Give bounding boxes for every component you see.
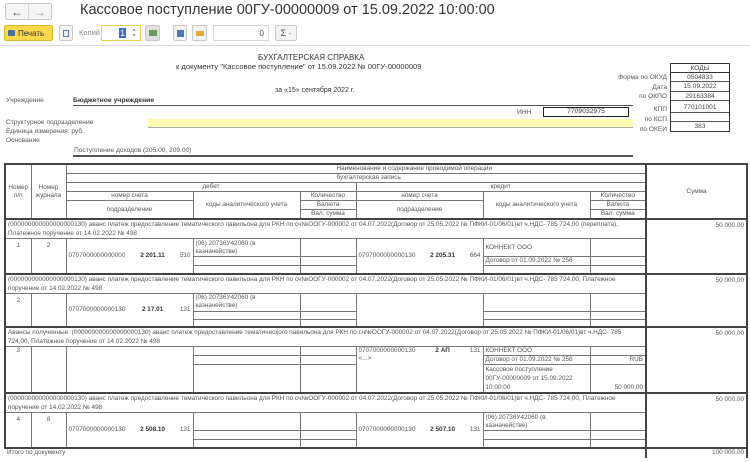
credit-analytics-1: КОННЕКТ ООО bbox=[483, 239, 590, 257]
credit-analytics-2: Договор от 01.09.2022 № 256 bbox=[483, 356, 590, 365]
basis-label: Основание bbox=[6, 137, 40, 144]
row-sum: 50 000,00 bbox=[646, 274, 747, 328]
header-debit-subdivision: подразделение bbox=[66, 201, 193, 220]
sum-dropdown-button[interactable] bbox=[275, 25, 297, 41]
unit-label: Единица измерения: руб. bbox=[6, 128, 84, 135]
toolbar bbox=[0, 25, 750, 43]
header-credit-account: номер счета bbox=[356, 192, 483, 201]
codes-box bbox=[670, 63, 730, 132]
row-description: Авансы полученные: (000000000000000000130) аванс платеж предоставление тематического павильона для РКН по сч№ООГУ-000002 от 04.07.2022(Договор от 25.05.2022 № ПФКИ-01/06/01)вт ч.НДС- 785 724,00, Платежное поручение от 14.02.2022 № 498 bbox=[5, 327, 646, 347]
code-label-okud: Форма по ОКУД bbox=[618, 74, 667, 81]
credit-analytics-2: Договор от 01.09.2022 № 256 bbox=[483, 257, 590, 266]
row-journal: 2 bbox=[31, 239, 66, 274]
debit-analytics-1: (06) 20736У42060 (в казначействе) bbox=[193, 293, 300, 311]
total-label: Итого по документу bbox=[5, 448, 646, 458]
header-debit: дебет bbox=[66, 183, 356, 192]
institution-value: Бюджетное учреждение bbox=[73, 97, 155, 104]
back-button[interactable] bbox=[6, 4, 28, 19]
report-document bbox=[0, 46, 750, 462]
table-row bbox=[5, 219, 747, 239]
report-title: БУХГАЛТЕРСКАЯ СПРАВКА bbox=[258, 53, 365, 62]
arrow-left-icon: ← bbox=[11, 4, 23, 19]
credit-analytics-3: Кассовое поступление 00ГУ-00000009 от 15.09.2022 10:00:00 bbox=[483, 365, 590, 394]
floppy-disk-icon bbox=[177, 30, 184, 37]
entries-table bbox=[4, 163, 748, 458]
total-value: 100 000,00 bbox=[646, 448, 747, 458]
code-label-okpo: по ОКПО bbox=[639, 93, 667, 100]
code-value-date: 15.09.2022 bbox=[671, 82, 729, 91]
header-credit-quantity: Количество bbox=[590, 192, 646, 201]
header-operation: Наименование и содержание проводимой операции bbox=[66, 164, 646, 174]
preview-button[interactable] bbox=[59, 25, 73, 41]
title-bar bbox=[0, 0, 750, 24]
copies-spinner[interactable]: ▲ ▼ bbox=[131, 27, 137, 39]
credit-analytics-1: (06) 20736У42060 (в казначействе) bbox=[483, 413, 590, 431]
table-row bbox=[5, 327, 747, 347]
printer-icon bbox=[8, 30, 15, 36]
code-label-ksp: по КСП bbox=[644, 116, 667, 123]
row-description: (000000000000000000130) аванс платеж предоставление тематического павильона для РКН по сч№ООГУ-000002 от 04.07.2022(Договор от 25.05.2022 № ПФКИ-01/06/01)вт ч.НДС- 785 724,00 (переплата), Платежное поручение от 14.02.2022 № 498 bbox=[5, 219, 646, 239]
header-debit-quantity: Количество bbox=[300, 192, 356, 201]
codes-header: КОДЫ bbox=[671, 64, 729, 73]
basis-value: Поступление доходов (205.00, 209.00) bbox=[74, 147, 192, 154]
header-debit-account: номер счета bbox=[66, 192, 193, 201]
debit-account-cell: 0707000000000000 2 201.11 510 bbox=[66, 239, 193, 274]
basis-underline bbox=[73, 155, 633, 157]
institution-underline bbox=[73, 105, 633, 106]
code-value-ksp bbox=[671, 113, 729, 122]
total-row bbox=[5, 448, 747, 458]
navigation-buttons bbox=[5, 3, 52, 20]
copies-label: Копий bbox=[79, 28, 100, 37]
credit-account-cell: 0707000000000130 2 АП 131 <...> bbox=[356, 347, 483, 394]
table-row bbox=[5, 274, 747, 294]
subdivision-label: Структурное подразделение bbox=[6, 119, 94, 126]
credit-analytics-1: КОННЕКТ ООО bbox=[483, 347, 590, 356]
window-title: Кассовое поступление 00ГУ-00000009 от 15.09.2022 10:00:00 bbox=[80, 2, 495, 18]
credit-currency-sum: 50 000,00 bbox=[590, 365, 646, 394]
code-value-okei: 383 bbox=[694, 122, 706, 130]
save-button[interactable] bbox=[173, 25, 187, 41]
header-debit-analytics: коды аналитического учета bbox=[193, 192, 300, 220]
credit-account-cell bbox=[356, 293, 483, 327]
code-value-okpo: 29163384 bbox=[671, 92, 729, 101]
header-entry: бухгалтерская запись bbox=[66, 174, 646, 183]
debit-account-cell: 0707000000000130 2 17.01 131 bbox=[66, 293, 193, 327]
code-label-okei: по ОКЕИ bbox=[639, 126, 667, 133]
row-sum: 50 000,00 bbox=[646, 219, 747, 274]
code-value-okud: 0504833 bbox=[671, 73, 729, 82]
credit-currency: RUB bbox=[590, 356, 646, 365]
row-num: 1 bbox=[5, 239, 31, 274]
debit-analytics-1: (06) 20736У42060 (в казначействе) bbox=[193, 239, 300, 257]
header-credit-subdivision: подразделение bbox=[356, 201, 483, 220]
envelope-icon bbox=[196, 31, 204, 36]
institution-label: Учреждение bbox=[6, 97, 44, 104]
header-credit-currency-sum: Вал. сумма bbox=[590, 210, 646, 220]
debit-account-cell bbox=[66, 347, 193, 394]
inn-label: ИНН bbox=[517, 109, 532, 116]
header-credit-currency: Валюта bbox=[590, 201, 646, 210]
page-number-field[interactable]: 0 bbox=[213, 25, 269, 41]
row-sum: 50 000,00 bbox=[646, 327, 747, 393]
page-preview-icon bbox=[63, 30, 69, 37]
row-description: (000000000000000000130) аванс платеж предоставление тематического павильона для РКН по сч№ООГУ-000002 от 04.07.2022(Договор от 25.05.2022 № ПФКИ-01/06/01)вт ч.НДС- 785 724,00, Платежное поручение от 14.02.2022 № 498 bbox=[5, 393, 646, 413]
table-row bbox=[5, 393, 747, 413]
row-description: (000000000000000000130) аванс платеж предоставление тематического павильона для РКН по сч№ООГУ-000002 от 04.07.2022(Договор от 25.05.2022 № ПФКИ-01/06/01)вт ч.НДС- 785 724,00, Платежное поручение от 14.02.2022 № 498 bbox=[5, 274, 646, 294]
header-debit-currency: Валюта bbox=[300, 201, 356, 210]
email-button[interactable] bbox=[192, 25, 207, 41]
code-value-kpp: 770101001 bbox=[671, 101, 729, 113]
forward-button[interactable] bbox=[28, 4, 51, 19]
report-date-line: за «15» сентября 2022 г. bbox=[275, 87, 355, 94]
header-num: Номер п/п bbox=[5, 164, 31, 219]
header-credit-analytics: коды аналитического учета bbox=[483, 192, 590, 220]
row-num: 4 bbox=[5, 413, 31, 448]
header-credit: кредит bbox=[356, 183, 646, 192]
page-setup-icon bbox=[149, 30, 157, 36]
inn-value: 7709032975 bbox=[543, 107, 629, 117]
print-label: Печать bbox=[18, 28, 45, 38]
row-num: 2 bbox=[5, 293, 31, 327]
report-subtitle: к документу "Кассовое поступление" от 15.09.2022 № 00ГУ-00000009 bbox=[176, 62, 422, 71]
sigma-icon: Σ · bbox=[280, 28, 292, 38]
row-num: 3 bbox=[5, 347, 31, 394]
subdivision-field[interactable] bbox=[148, 119, 633, 128]
header-debit-currency-sum: Вал. сумма bbox=[300, 210, 356, 220]
row-journal: 8 bbox=[31, 413, 66, 448]
credit-account-cell: 0707000000000130 2 507.10 131 bbox=[356, 413, 483, 448]
code-label-kpp: КПП bbox=[653, 106, 667, 113]
copies-value: 1 bbox=[119, 28, 125, 38]
print-button[interactable] bbox=[4, 25, 53, 41]
header-row bbox=[5, 164, 747, 174]
credit-account-cell: 0707000000000130 2 205.31 664 bbox=[356, 239, 483, 274]
debit-account-cell: 0707000000000130 2 508.10 131 bbox=[66, 413, 193, 448]
row-sum: 50 000,00 bbox=[646, 393, 747, 448]
page-setup-button[interactable] bbox=[145, 25, 160, 41]
header-journal: Номер журнала bbox=[31, 164, 66, 219]
arrow-right-icon: → bbox=[34, 4, 46, 19]
row-journal bbox=[31, 293, 66, 327]
copies-input[interactable] bbox=[101, 25, 141, 41]
code-label-date: Дата bbox=[652, 84, 667, 91]
header-sum: Сумма bbox=[646, 164, 747, 219]
